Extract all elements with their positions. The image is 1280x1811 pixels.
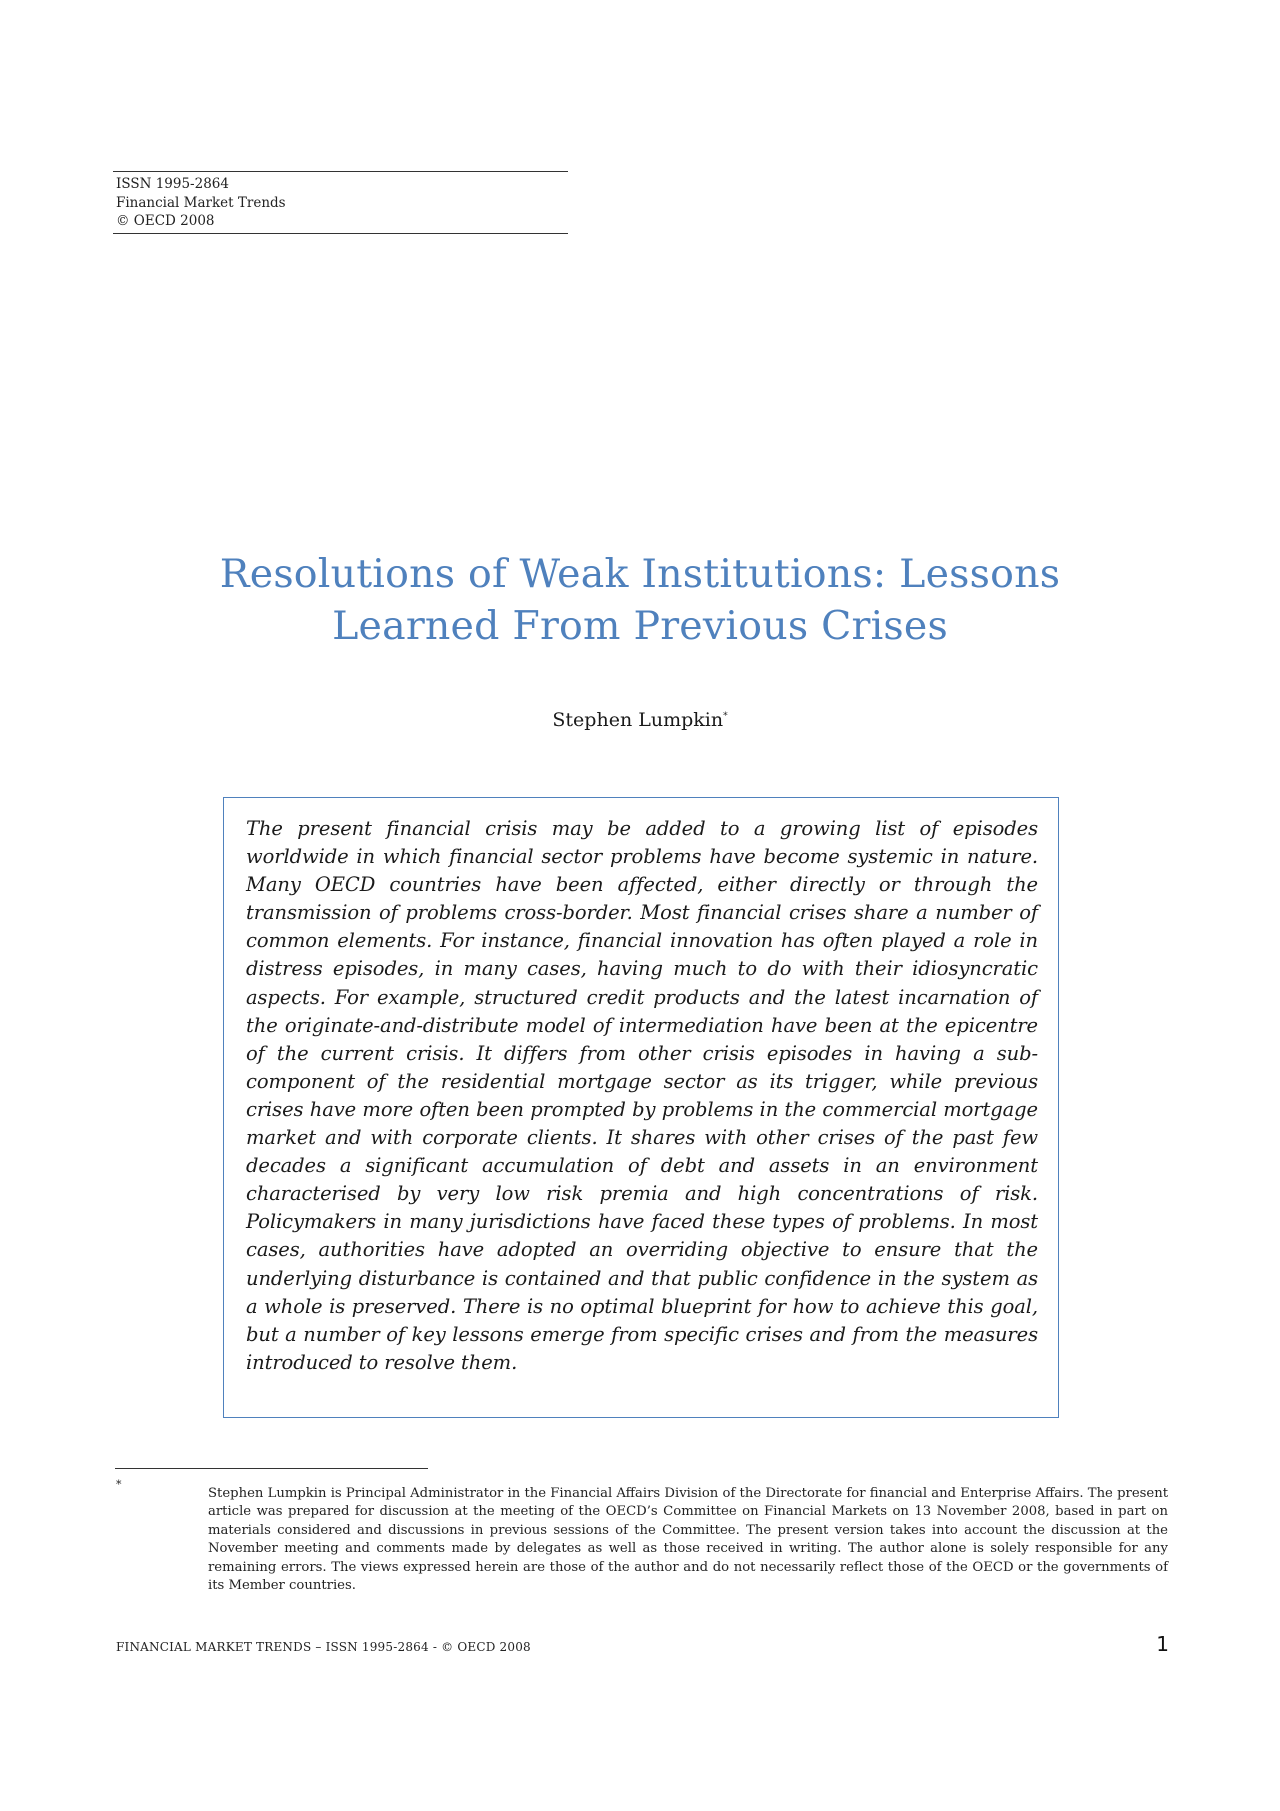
author-byline xyxy=(140,709,1140,731)
copyright-line: © OECD 2008 xyxy=(116,213,215,229)
masthead xyxy=(113,171,568,234)
article-title: Resolutions of Weak Institutions: Lessons Learned From Previous Crises xyxy=(219,551,1061,649)
author-name: Stephen Lumpkin xyxy=(552,709,724,731)
footnote-text: Stephen Lumpkin is Principal Administrator in the Financial Affairs Division of the Directorate for financial and Enterprise Affairs. The present article was prepared for discussion at the meeting of the OECD’s Committee on Financial Markets on 13 November 2008, based in part on materials considered and discussions in previous sessions of the Committee. The present version takes into account the discussion at the November meeting and comments made by delegates as well as those received in writing. The author alone is solely responsible for any remaining errors. The views expressed herein are those of the author and do not necessarily reflect those of the OECD or the governments of its Member countries. xyxy=(208,1486,1168,1594)
footnote-mark: * xyxy=(116,1478,122,1491)
journal-name: Financial Market Trends xyxy=(116,194,286,211)
abstract-box xyxy=(223,797,1059,1418)
abstract-text: The present financial crisis may be added to a growing list of episodes worldwide in which financial sector problems have become systemic in nature. Many OECD countries have been affected, either directly or through the transmission of problems cross-border. Most financial crises share a number of common elements. For instance, financial innovation has often played a role in distress episodes, in many cases, having much to do with their idiosyncratic aspects. For example, structured credit products and the latest incarnation of the originate-and-distribute model of intermediation have been at the epicentre of the current crisis. It differs from other crisis episodes in having a sub-component of the residential mortgage sector as its trigger, while previous crises have more often been prompted by problems in the commercial mortgage market and with corporate clients. It shares with other crises of the past few decades a significant accumulation of debt and assets in an environment characterised by very low risk premia and high concentrations of risk. Policymakers in many jurisdictions have faced these types of problems. In most cases, authorities have adopted an overriding objective to ensure that the underlying disturbance is contained and that public confidence in the system as a whole is preserved. There is no optimal blueprint for how to achieve this goal, but a number of key lessons emerge from specific crises and from the measures introduced to resolve them. xyxy=(246,817,1038,1374)
running-footer: FINANCIAL MARKET TRENDS – ISSN 1995-2864 - © OECD 2008 xyxy=(116,1640,531,1654)
page-number: 1 xyxy=(1156,1632,1169,1656)
author-footnote-mark: * xyxy=(723,711,728,722)
footnote-divider xyxy=(115,1468,428,1469)
issn-line: ISSN 1995-2864 xyxy=(116,176,229,192)
